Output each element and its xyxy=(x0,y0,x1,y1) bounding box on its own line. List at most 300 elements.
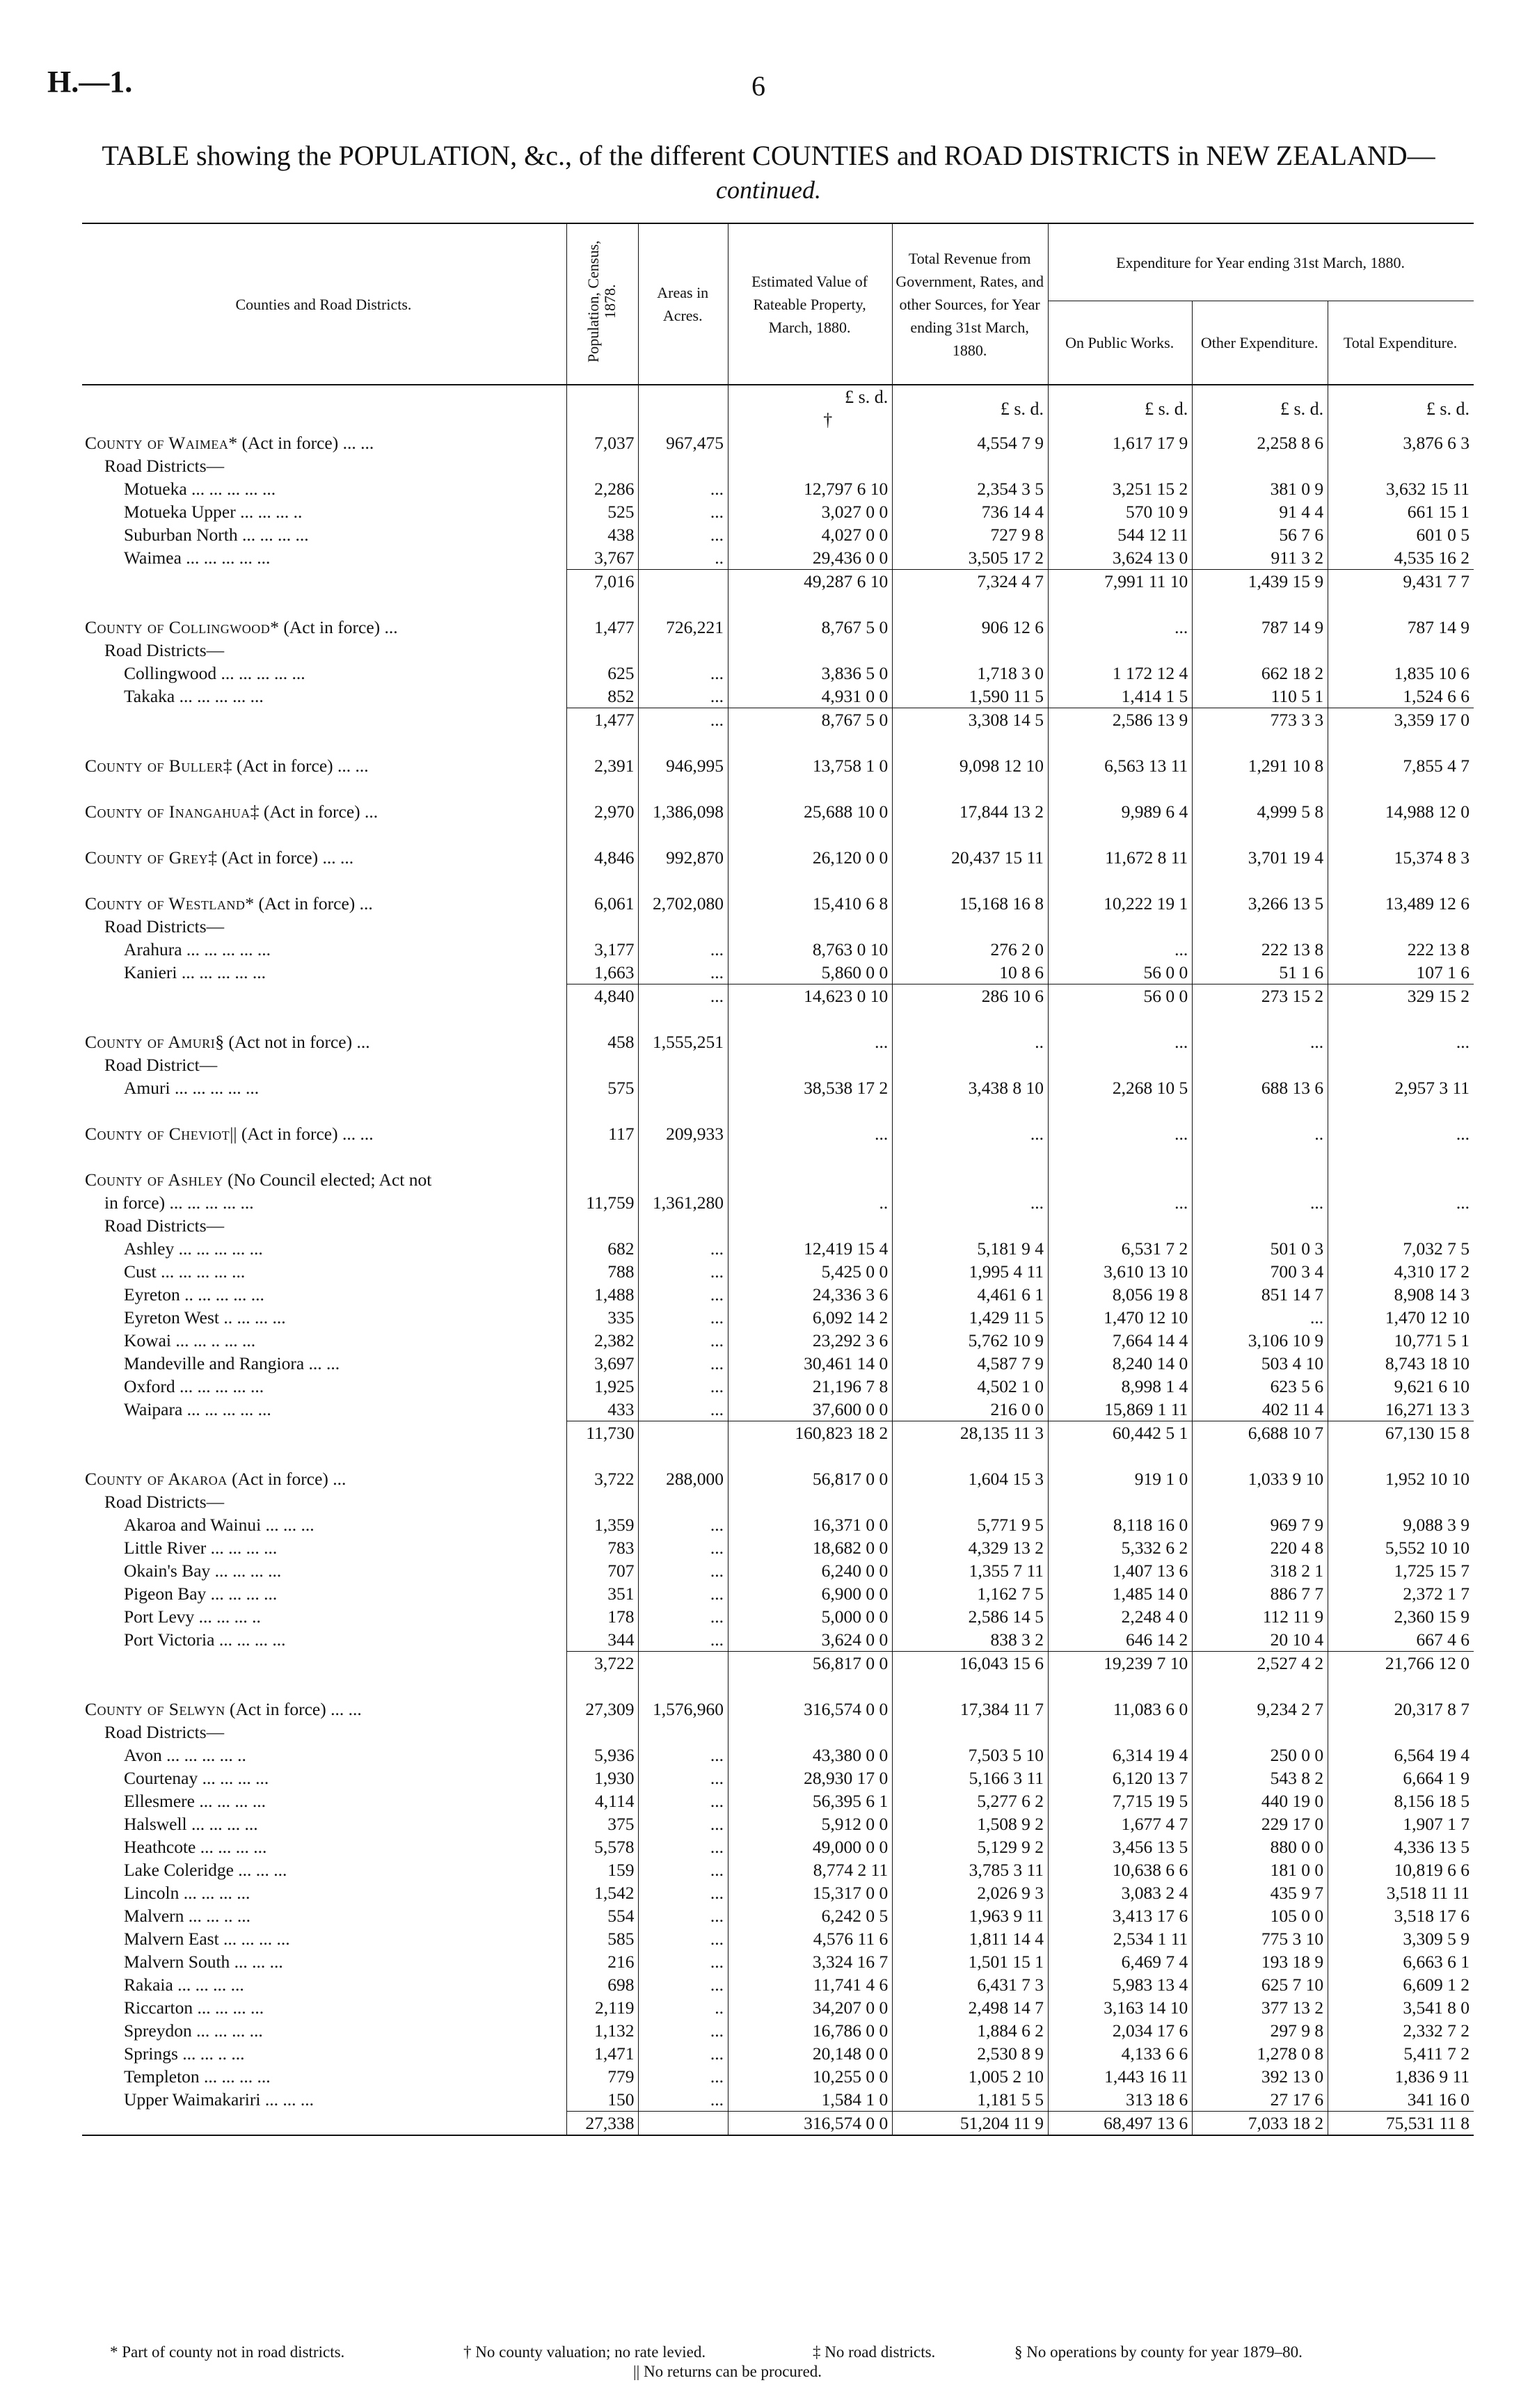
header-expenditure: Expenditure for Year ending 31st March, 1880. xyxy=(1049,223,1474,301)
population-cell xyxy=(566,1490,639,1513)
other-expenditure-cell: 297 9 8 xyxy=(1193,2019,1328,2042)
public-works-cell: ... xyxy=(1049,1030,1193,1053)
area-cell: ... xyxy=(639,1559,728,1582)
public-works-cell: 6,120 13 7 xyxy=(1049,1767,1193,1789)
other-expenditure-cell xyxy=(1193,454,1328,477)
total-row xyxy=(82,2112,1474,2136)
value-cell: ... xyxy=(728,1122,892,1145)
population-cell: 27,309 xyxy=(566,1698,639,1721)
area-cell: .. xyxy=(639,1996,728,2019)
public-works-cell: 7,991 11 10 xyxy=(1049,570,1193,593)
road-district-row xyxy=(82,2065,1474,2088)
revenue-cell xyxy=(893,915,1049,938)
total-expenditure-cell: 2,332 7 2 xyxy=(1328,2019,1474,2042)
public-works-cell: 68,497 13 6 xyxy=(1049,2112,1193,2136)
value-cell: ... xyxy=(728,1030,892,1053)
total-expenditure-cell: 3,541 8 0 xyxy=(1328,1996,1474,2019)
public-works-cell: 1,443 16 11 xyxy=(1049,2065,1193,2088)
total-expenditure-cell: 75,531 11 8 xyxy=(1328,2112,1474,2136)
revenue-cell: 2,530 8 9 xyxy=(893,2042,1049,2065)
county-row xyxy=(82,754,1474,777)
total-expenditure-cell: 3,309 5 9 xyxy=(1328,1927,1474,1950)
value-cell xyxy=(728,639,892,662)
revenue-cell: 838 3 2 xyxy=(893,1628,1049,1652)
revenue-cell xyxy=(893,1721,1049,1744)
page-number: 6 xyxy=(751,70,765,102)
public-works-cell xyxy=(1049,1721,1193,1744)
value-cell: 8,774 2 11 xyxy=(728,1858,892,1881)
area-cell xyxy=(639,1168,728,1191)
area-cell xyxy=(639,1076,728,1099)
other-expenditure-cell xyxy=(1193,1053,1328,1076)
population-cell: 1,488 xyxy=(566,1283,639,1306)
area-cell xyxy=(639,570,728,593)
public-works-cell: 8,056 19 8 xyxy=(1049,1283,1193,1306)
population-cell: 625 xyxy=(566,662,639,685)
total-expenditure-cell: 2,372 1 7 xyxy=(1328,1582,1474,1605)
revenue-cell: 1,005 2 10 xyxy=(893,2065,1049,2088)
revenue-cell: 1,718 3 0 xyxy=(893,662,1049,685)
population-cell: 3,722 xyxy=(566,1652,639,1675)
public-works-cell: 3,610 13 10 xyxy=(1049,1260,1193,1283)
footnote-no-road-districts: ‡ No road districts. xyxy=(813,2343,936,2361)
revenue-cell: 10 8 6 xyxy=(893,961,1049,984)
road-district-row xyxy=(82,1835,1474,1858)
row-spacer xyxy=(82,731,1474,754)
other-expenditure-cell: 2,527 4 2 xyxy=(1193,1652,1328,1675)
row-spacer xyxy=(82,1444,1474,1467)
population-cell: 1,132 xyxy=(566,2019,639,2042)
population-cell: 5,578 xyxy=(566,1835,639,1858)
road-district-row xyxy=(82,1996,1474,2019)
total-expenditure-cell: 4,336 13 5 xyxy=(1328,1835,1474,1858)
total-expenditure-cell: 9,431 7 7 xyxy=(1328,570,1474,593)
other-expenditure-cell: 969 7 9 xyxy=(1193,1513,1328,1536)
county-row xyxy=(82,1698,1474,1721)
public-works-cell: 3,413 17 6 xyxy=(1049,1904,1193,1927)
total-expenditure-cell: 2,957 3 11 xyxy=(1328,1076,1474,1099)
district-name xyxy=(82,2112,566,2136)
revenue-cell: 9,098 12 10 xyxy=(893,754,1049,777)
revenue-cell: 28,135 11 3 xyxy=(893,1421,1049,1445)
population-cell: 6,061 xyxy=(566,892,639,915)
total-expenditure-cell xyxy=(1328,454,1474,477)
road-districts-label-row xyxy=(82,1721,1474,1744)
other-expenditure-cell: 543 8 2 xyxy=(1193,1767,1328,1789)
value-cell: 3,836 5 0 xyxy=(728,662,892,685)
value-cell xyxy=(728,1214,892,1237)
other-expenditure-cell: 775 3 10 xyxy=(1193,1927,1328,1950)
district-name: County of Selwyn (Act in force) ... ... xyxy=(85,1699,362,1719)
population-cell: 3,767 xyxy=(566,546,639,570)
population-cell: 1,930 xyxy=(566,1767,639,1789)
area-cell: ... xyxy=(639,1605,728,1628)
district-name: Collingwood ... ... ... ... ... xyxy=(124,663,305,683)
area-cell xyxy=(639,639,728,662)
value-cell: 8,767 5 0 xyxy=(728,708,892,732)
area-cell: ... xyxy=(639,1306,728,1329)
total-expenditure-cell xyxy=(1328,639,1474,662)
other-expenditure-cell: ... xyxy=(1193,1306,1328,1329)
area-cell: ... xyxy=(639,2065,728,2088)
district-name: Takaka ... ... ... ... ... xyxy=(124,686,264,707)
total-expenditure-cell: 9,088 3 9 xyxy=(1328,1513,1474,1536)
other-expenditure-cell: 662 18 2 xyxy=(1193,662,1328,685)
district-name: Suburban North ... ... ... ... xyxy=(124,525,309,545)
total-expenditure-cell: 6,663 6 1 xyxy=(1328,1950,1474,1973)
county-row xyxy=(82,1467,1474,1490)
district-name: Ashley ... ... ... ... ... xyxy=(124,1238,263,1259)
total-expenditure-cell: 329 15 2 xyxy=(1328,984,1474,1008)
value-cell: 37,600 0 0 xyxy=(728,1398,892,1421)
value-cell xyxy=(728,1053,892,1076)
header-public-works: On Public Works. xyxy=(1049,301,1193,385)
public-works-cell: 1,485 14 0 xyxy=(1049,1582,1193,1605)
area-cell: ... xyxy=(639,1582,728,1605)
area-cell: ... xyxy=(639,1352,728,1375)
other-expenditure-cell: 9,234 2 7 xyxy=(1193,1698,1328,1721)
value-cell: 4,931 0 0 xyxy=(728,685,892,708)
public-works-cell: 1,677 4 7 xyxy=(1049,1812,1193,1835)
total-expenditure-cell: 1,907 1 7 xyxy=(1328,1812,1474,1835)
district-name: Kowai ... ... .. ... ... xyxy=(124,1330,256,1350)
area-cell: ... xyxy=(639,984,728,1008)
value-cell: 29,436 0 0 xyxy=(728,546,892,570)
value-cell: 15,317 0 0 xyxy=(728,1881,892,1904)
value-cell: 49,000 0 0 xyxy=(728,1835,892,1858)
road-district-row xyxy=(82,477,1474,500)
total-expenditure-cell: 3,632 15 11 xyxy=(1328,477,1474,500)
other-expenditure-cell: 700 3 4 xyxy=(1193,1260,1328,1283)
public-works-cell: 8,118 16 0 xyxy=(1049,1513,1193,1536)
revenue-cell: 4,461 6 1 xyxy=(893,1283,1049,1306)
revenue-cell: 5,762 10 9 xyxy=(893,1329,1049,1352)
area-cell xyxy=(639,1490,728,1513)
other-expenditure-cell: 880 0 0 xyxy=(1193,1835,1328,1858)
public-works-cell: 10,638 6 6 xyxy=(1049,1858,1193,1881)
total-expenditure-cell: 1,725 15 7 xyxy=(1328,1559,1474,1582)
total-expenditure-cell: 3,876 6 3 xyxy=(1328,431,1474,454)
population-cell: 344 xyxy=(566,1628,639,1652)
population-cell: 852 xyxy=(566,685,639,708)
road-district-row xyxy=(82,1858,1474,1881)
public-works-cell: 2,248 4 0 xyxy=(1049,1605,1193,1628)
area-cell: 967,475 xyxy=(639,431,728,454)
revenue-cell: 216 0 0 xyxy=(893,1398,1049,1421)
value-cell: 10,255 0 0 xyxy=(728,2065,892,2088)
value-cell: 26,120 0 0 xyxy=(728,846,892,869)
units-revenue: £ s. d. xyxy=(893,385,1049,431)
revenue-cell: 3,308 14 5 xyxy=(893,708,1049,732)
total-expenditure-cell: 3,359 17 0 xyxy=(1328,708,1474,732)
other-expenditure-cell: 110 5 1 xyxy=(1193,685,1328,708)
district-name: Malvern South ... ... ... xyxy=(124,1952,283,1972)
area-cell: 1,555,251 xyxy=(639,1030,728,1053)
population-cell: 11,759 xyxy=(566,1191,639,1214)
revenue-cell: 5,771 9 5 xyxy=(893,1513,1049,1536)
district-name: Upper Waimakariri ... ... ... xyxy=(124,2089,314,2110)
revenue-cell: ... xyxy=(893,1191,1049,1214)
population-cell: 1,359 xyxy=(566,1513,639,1536)
road-districts-label-row xyxy=(82,1053,1474,1076)
value-cell: 25,688 10 0 xyxy=(728,800,892,823)
public-works-cell: 1,617 17 9 xyxy=(1049,431,1193,454)
public-works-cell xyxy=(1049,1214,1193,1237)
area-cell: 2,702,080 xyxy=(639,892,728,915)
county-row xyxy=(82,892,1474,915)
public-works-cell: 6,563 13 11 xyxy=(1049,754,1193,777)
public-works-cell xyxy=(1049,1168,1193,1191)
other-expenditure-cell: 181 0 0 xyxy=(1193,1858,1328,1881)
footnote-no-operations: § No operations by county for year 1879–80. xyxy=(1014,2343,1303,2361)
district-name: Pigeon Bay ... ... ... ... xyxy=(124,1584,278,1604)
other-expenditure-cell: 105 0 0 xyxy=(1193,1904,1328,1927)
value-cell: 316,574 0 0 xyxy=(728,1698,892,1721)
revenue-cell: 1,884 6 2 xyxy=(893,2019,1049,2042)
district-name xyxy=(82,984,566,1008)
road-district-row xyxy=(82,1812,1474,1835)
other-expenditure-cell: 911 3 2 xyxy=(1193,546,1328,570)
district-name: Waipara ... ... ... ... ... xyxy=(124,1399,271,1420)
population-cell: 3,177 xyxy=(566,938,639,961)
area-cell: .. xyxy=(639,546,728,570)
district-name: Malvern ... ... .. ... xyxy=(124,1906,251,1926)
population-cell: 351 xyxy=(566,1582,639,1605)
other-expenditure-cell: 4,999 5 8 xyxy=(1193,800,1328,823)
value-cell: 15,410 6 8 xyxy=(728,892,892,915)
public-works-cell: 570 10 9 xyxy=(1049,500,1193,523)
other-expenditure-cell: 2,258 8 6 xyxy=(1193,431,1328,454)
other-expenditure-cell: ... xyxy=(1193,1030,1328,1053)
district-name: Road Districts— xyxy=(104,1722,225,1742)
county-row xyxy=(82,800,1474,823)
district-name: Akaroa and Wainui ... ... ... xyxy=(124,1515,314,1535)
units-total: £ s. d. xyxy=(1328,385,1474,431)
public-works-cell: 1,414 1 5 xyxy=(1049,685,1193,708)
district-name: County of Ashley (No Council elected; Act not xyxy=(85,1170,432,1190)
revenue-cell: 2,498 14 7 xyxy=(893,1996,1049,2019)
area-cell: 1,361,280 xyxy=(639,1191,728,1214)
revenue-cell: 286 10 6 xyxy=(893,984,1049,1008)
district-name: Motueka Upper ... ... ... .. xyxy=(124,502,303,522)
revenue-cell: ... xyxy=(893,1122,1049,1145)
revenue-cell: 17,384 11 7 xyxy=(893,1698,1049,1721)
revenue-cell: 1,501 15 1 xyxy=(893,1950,1049,1973)
population-cell xyxy=(566,1721,639,1744)
value-cell xyxy=(728,454,892,477)
road-district-row xyxy=(82,1513,1474,1536)
revenue-cell xyxy=(893,454,1049,477)
area-cell: ... xyxy=(639,1858,728,1881)
population-cell: 585 xyxy=(566,1927,639,1950)
area-cell: ... xyxy=(639,1260,728,1283)
value-cell: 3,324 16 7 xyxy=(728,1950,892,1973)
area-cell: ... xyxy=(639,500,728,523)
other-expenditure-cell: 688 13 6 xyxy=(1193,1076,1328,1099)
revenue-cell xyxy=(893,1053,1049,1076)
road-district-row xyxy=(82,1559,1474,1582)
revenue-cell xyxy=(893,1214,1049,1237)
revenue-cell: 4,587 7 9 xyxy=(893,1352,1049,1375)
public-works-cell xyxy=(1049,639,1193,662)
district-name: Cust ... ... ... ... ... xyxy=(124,1261,246,1282)
area-cell: ... xyxy=(639,2042,728,2065)
other-expenditure-cell xyxy=(1193,915,1328,938)
district-name: Road Districts— xyxy=(104,640,225,660)
total-expenditure-cell: 3,518 11 11 xyxy=(1328,1881,1474,1904)
district-name: Springs ... ... .. ... xyxy=(124,2043,245,2064)
total-expenditure-cell: 1,952 10 10 xyxy=(1328,1467,1474,1490)
area-cell xyxy=(639,454,728,477)
public-works-cell: 56 0 0 xyxy=(1049,984,1193,1008)
area-cell: ... xyxy=(639,938,728,961)
district-name: County of Cheviot|| (Act in force) ... ... xyxy=(85,1124,374,1144)
report-code: H.—1. xyxy=(47,65,133,99)
revenue-cell xyxy=(893,1490,1049,1513)
public-works-cell: 19,239 7 10 xyxy=(1049,1652,1193,1675)
public-works-cell xyxy=(1049,915,1193,938)
district-name: Port Levy ... ... ... .. xyxy=(124,1606,261,1627)
road-district-row xyxy=(82,1375,1474,1398)
other-expenditure-cell: 402 11 4 xyxy=(1193,1398,1328,1421)
population-cell: 7,037 xyxy=(566,431,639,454)
district-name: Road Districts— xyxy=(104,456,225,476)
row-spacer xyxy=(82,1007,1474,1030)
total-expenditure-cell: 20,317 8 7 xyxy=(1328,1698,1474,1721)
value-cell: 5,912 0 0 xyxy=(728,1812,892,1835)
population-cell: 1,663 xyxy=(566,961,639,984)
total-expenditure-cell: 8,908 14 3 xyxy=(1328,1283,1474,1306)
row-spacer xyxy=(82,869,1474,892)
area-cell: ... xyxy=(639,1789,728,1812)
table-subtitle: continued. xyxy=(716,176,821,204)
road-district-row xyxy=(82,1904,1474,1927)
public-works-cell: 7,664 14 4 xyxy=(1049,1329,1193,1352)
road-district-row xyxy=(82,1927,1474,1950)
total-expenditure-cell: 5,411 7 2 xyxy=(1328,2042,1474,2065)
revenue-cell: 5,181 9 4 xyxy=(893,1237,1049,1260)
district-name: Little River ... ... ... ... xyxy=(124,1538,278,1558)
district-name xyxy=(82,1652,566,1675)
total-row xyxy=(82,570,1474,593)
public-works-cell: 2,534 1 11 xyxy=(1049,1927,1193,1950)
area-cell: ... xyxy=(639,1904,728,1927)
area-cell: 946,995 xyxy=(639,754,728,777)
value-cell xyxy=(728,1490,892,1513)
county-row xyxy=(82,1122,1474,1145)
area-cell: ... xyxy=(639,1812,728,1835)
district-name: Lincoln ... ... ... ... xyxy=(124,1883,250,1903)
revenue-cell: 1,590 11 5 xyxy=(893,685,1049,708)
other-expenditure-cell: 1,033 9 10 xyxy=(1193,1467,1328,1490)
road-district-row xyxy=(82,1352,1474,1375)
district-name: Road Districts— xyxy=(104,1215,225,1236)
other-expenditure-cell: 1,439 15 9 xyxy=(1193,570,1328,593)
population-cell: 335 xyxy=(566,1306,639,1329)
total-expenditure-cell: 107 1 6 xyxy=(1328,961,1474,984)
revenue-cell: 16,043 15 6 xyxy=(893,1652,1049,1675)
population-cell: 3,697 xyxy=(566,1352,639,1375)
road-districts-label-row xyxy=(82,915,1474,938)
road-district-row xyxy=(82,1283,1474,1306)
revenue-cell: 276 2 0 xyxy=(893,938,1049,961)
header-area: Areas in Acres. xyxy=(639,223,728,385)
public-works-cell: 6,531 7 2 xyxy=(1049,1237,1193,1260)
other-expenditure-cell: ... xyxy=(1193,1191,1328,1214)
road-district-row xyxy=(82,1536,1474,1559)
population-cell: 433 xyxy=(566,1398,639,1421)
area-cell: ... xyxy=(639,1628,728,1652)
value-cell: 34,207 0 0 xyxy=(728,1996,892,2019)
area-cell xyxy=(639,1652,728,1675)
value-cell: 5,000 0 0 xyxy=(728,1605,892,1628)
revenue-cell: 5,277 6 2 xyxy=(893,1789,1049,1812)
population-cell: 682 xyxy=(566,1237,639,1260)
area-cell: 726,221 xyxy=(639,616,728,639)
total-expenditure-cell: ... xyxy=(1328,1122,1474,1145)
revenue-cell: 1,181 5 5 xyxy=(893,2088,1049,2112)
road-district-row xyxy=(82,662,1474,685)
district-name: Road Districts— xyxy=(104,916,225,936)
total-expenditure-cell: 222 13 8 xyxy=(1328,938,1474,961)
other-expenditure-cell: 20 10 4 xyxy=(1193,1628,1328,1652)
total-row xyxy=(82,708,1474,732)
area-cell xyxy=(639,1421,728,1445)
public-works-cell: 646 14 2 xyxy=(1049,1628,1193,1652)
road-districts-label-row xyxy=(82,454,1474,477)
public-works-cell: ... xyxy=(1049,1122,1193,1145)
road-district-row xyxy=(82,1950,1474,1973)
population-cell xyxy=(566,454,639,477)
footnote-no-valuation: † No county valuation; no rate levied. xyxy=(463,2343,706,2361)
total-expenditure-cell xyxy=(1328,1053,1474,1076)
population-cell: 178 xyxy=(566,1605,639,1628)
other-expenditure-cell: 56 7 6 xyxy=(1193,523,1328,546)
population-cell xyxy=(566,1053,639,1076)
value-cell: 24,336 3 6 xyxy=(728,1283,892,1306)
population-cell: 1,477 xyxy=(566,708,639,732)
population-cell: 7,016 xyxy=(566,570,639,593)
revenue-cell: 1,355 7 11 xyxy=(893,1559,1049,1582)
revenue-cell: 727 9 8 xyxy=(893,523,1049,546)
total-expenditure-cell: 6,564 19 4 xyxy=(1328,1744,1474,1767)
population-cell: 216 xyxy=(566,1950,639,1973)
other-expenditure-cell: 229 17 0 xyxy=(1193,1812,1328,1835)
public-works-cell xyxy=(1049,454,1193,477)
area-cell: ... xyxy=(639,523,728,546)
header-population: Population, Census, 1878. xyxy=(566,223,639,385)
footnote-no-returns: || No returns can be procured. xyxy=(633,2363,822,2380)
other-expenditure-cell: 773 3 3 xyxy=(1193,708,1328,732)
public-works-cell: 7,715 19 5 xyxy=(1049,1789,1193,1812)
road-district-row xyxy=(82,1398,1474,1421)
area-cell xyxy=(639,915,728,938)
other-expenditure-cell xyxy=(1193,639,1328,662)
total-expenditure-cell: 10,771 5 1 xyxy=(1328,1329,1474,1352)
population-cell: 1,471 xyxy=(566,2042,639,2065)
units-other: £ s. d. xyxy=(1193,385,1328,431)
area-cell: ... xyxy=(639,1927,728,1950)
units-row xyxy=(82,385,1474,431)
population-cell: 1,925 xyxy=(566,1375,639,1398)
area-cell: ... xyxy=(639,1329,728,1352)
road-district-row xyxy=(82,1789,1474,1812)
area-cell: ... xyxy=(639,1881,728,1904)
road-district-row xyxy=(82,1191,1474,1214)
county-row xyxy=(82,616,1474,639)
other-expenditure-cell: 503 4 10 xyxy=(1193,1352,1328,1375)
other-expenditure-cell: 91 4 4 xyxy=(1193,500,1328,523)
